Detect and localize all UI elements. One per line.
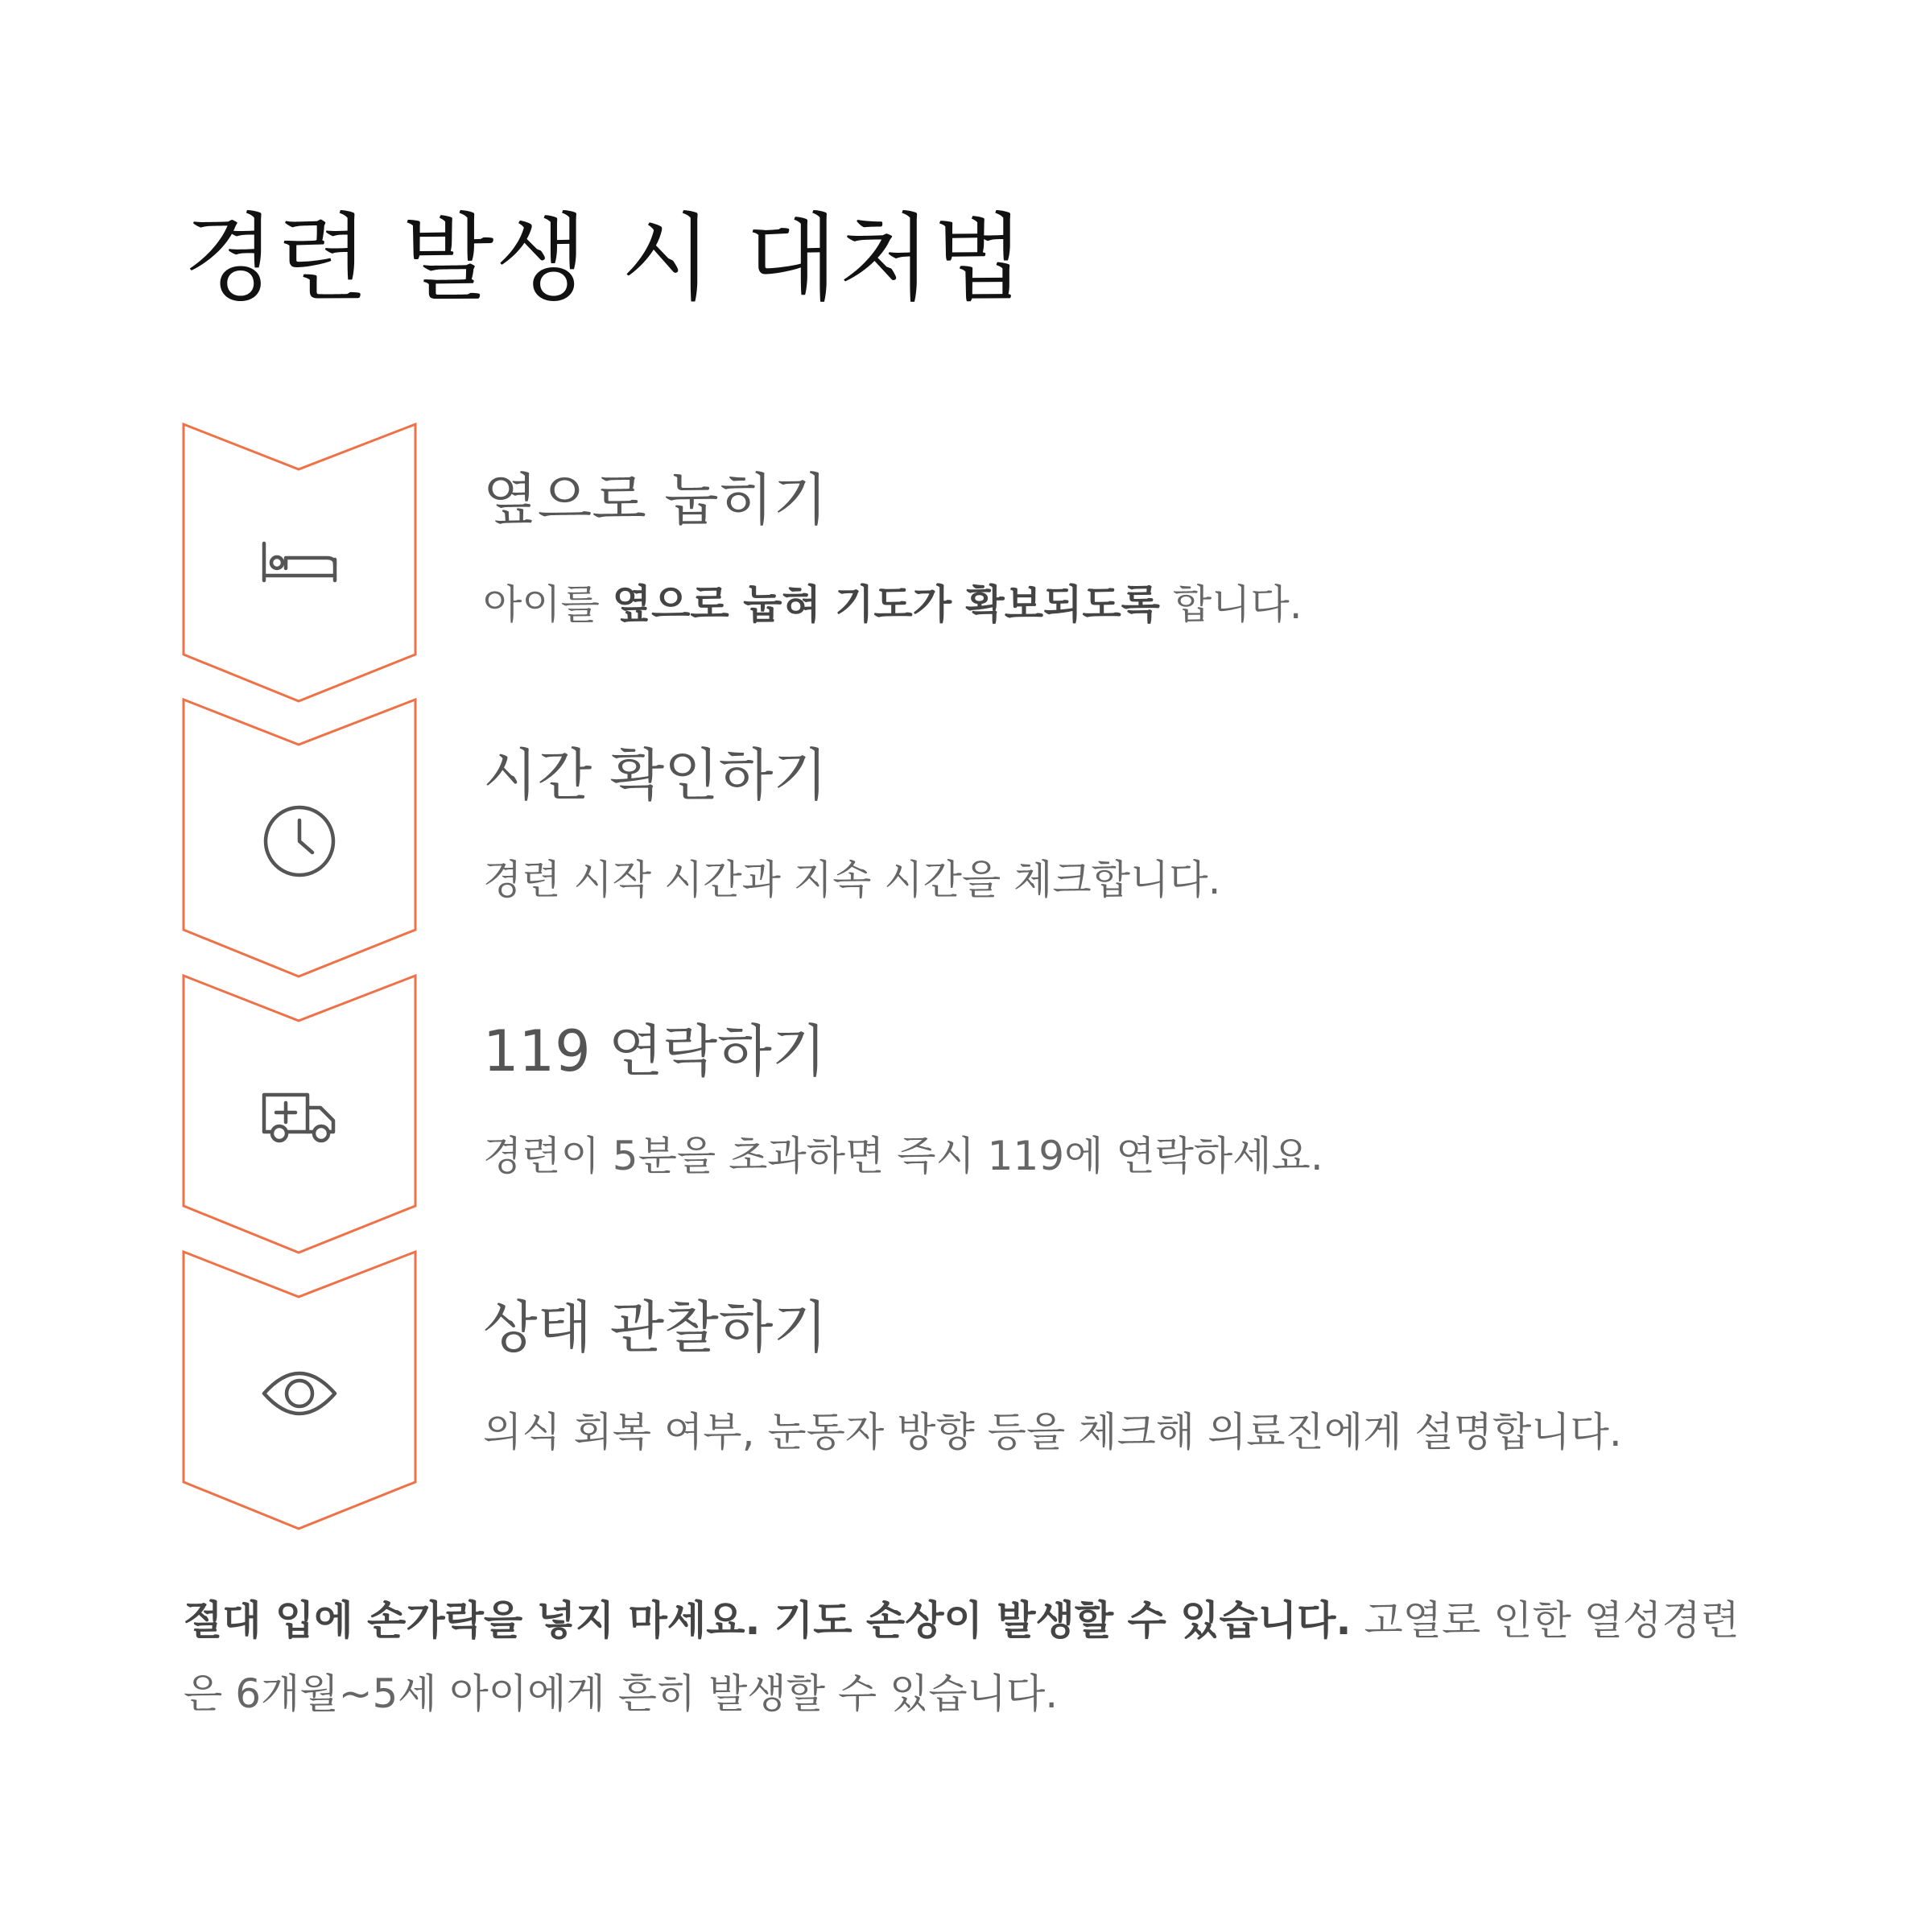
step-title: 상태 관찰하기 [483,1294,828,1360]
step-check-time [0,698,1932,980]
step-description: 경련 시작 시간과 지속 시간을 체크합니다. [483,857,1221,903]
bed-icon [259,526,340,606]
eye-icon [259,1353,340,1434]
step-title: 시간 확인하기 [483,742,828,808]
warning-text: 고열로 인한 열성경련은 6개월~5세 아이에게 흔히 발생할 수 있습니다. [184,1597,1740,1717]
step-title: 옆으로 눕히기 [483,467,828,533]
step-title: 119 연락하기 [483,1018,827,1084]
warning-note [184,1584,1777,1731]
step-lay-on-side [0,423,1932,704]
step-description: 의식 회복 여부, 눈동자 방향 등을 체크해 의료진에게 설명합니다. [483,1409,1622,1455]
page-title: 경련 발생 시 대처법 [184,203,1026,314]
step-observe-condition [0,1250,1932,1532]
step-description: 경련이 5분을 초과하면 즉시 119에 연락하세요. [483,1133,1323,1179]
step-call-119 [0,974,1932,1256]
ambulance-icon [259,1077,340,1158]
warning-bold: 절대 입에 손가락을 넣지 마세요. 기도 손상이 발생할 수 있습니다. [184,1597,1352,1644]
clock-icon [259,801,340,881]
step-description: 아이를 옆으로 눕혀 기도가 확보되도록 합니다. [483,581,1302,628]
